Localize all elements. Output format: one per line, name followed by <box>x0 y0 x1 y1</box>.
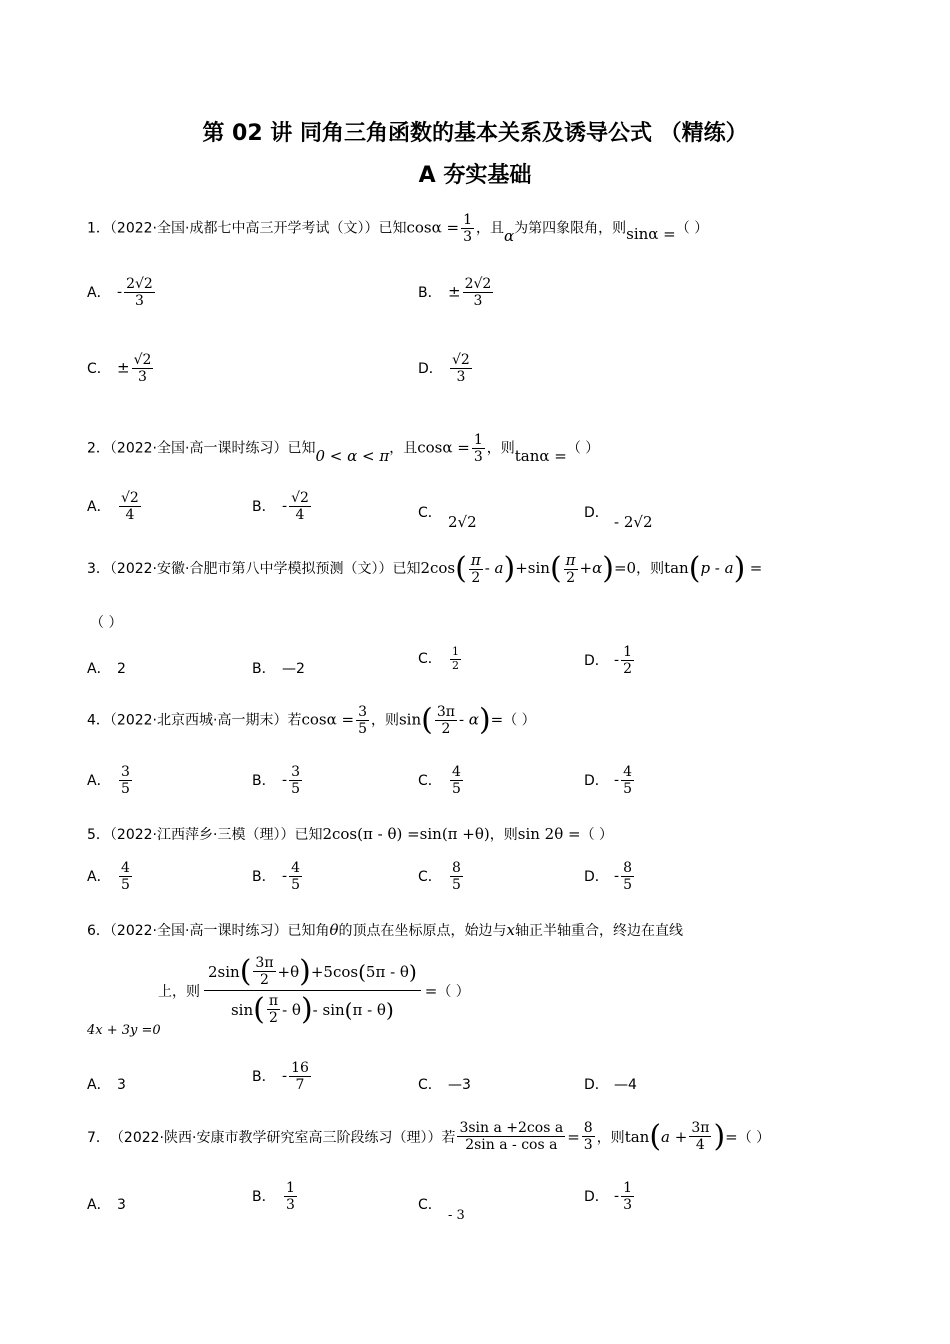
q5-option-d[interactable]: D． - $\frac{8}{5}$ <box>584 860 632 894</box>
q4-option-a[interactable]: A． $\frac{3}{5}$ <box>87 764 130 798</box>
q5-option-c[interactable]: C． $\frac{8}{5}$ <box>418 860 461 894</box>
q4-option-c[interactable]: C． $\frac{4}{5}$ <box>418 764 461 798</box>
q7-option-b[interactable]: B． $\frac{1}{3}$ <box>252 1180 295 1214</box>
q3-option-c[interactable]: C． $\frac{1}{2}$ <box>418 645 459 672</box>
q7-option-a[interactable]: A． 3 <box>87 1197 126 1213</box>
question-2: 2．（2022·全国·高一课时练习）已知0 < α < π，且cosα = $\frac{1}{3}$ ，则tanα =（ ） <box>87 432 600 466</box>
q3-option-b[interactable]: B． —2 <box>252 661 305 677</box>
q2-option-d[interactable]: D． - 2√2 <box>584 505 653 531</box>
section-title: A 夯实基础 <box>418 163 532 188</box>
q2-option-a[interactable]: A． $\frac{√2}{4}$ <box>87 490 139 524</box>
q7-option-c[interactable]: C．- 3 <box>418 1197 465 1223</box>
q5-option-b[interactable]: B． - $\frac{4}{5}$ <box>252 860 300 894</box>
q1-option-b[interactable]: B． ± $\frac{2√2}{3}$ <box>418 276 492 310</box>
q5-option-a[interactable]: A． $\frac{4}{5}$ <box>87 860 130 894</box>
q6-line-equation: 4x + 3y =0 <box>87 1023 161 1038</box>
q1-option-d[interactable]: D． $\frac{√2}{3}$ <box>418 352 470 386</box>
q4-option-d[interactable]: D． - $\frac{4}{5}$ <box>584 764 632 798</box>
q3-option-a[interactable]: A． 2 <box>87 661 126 677</box>
q2-option-c[interactable]: C． 2√2 <box>418 505 477 531</box>
q6-expression: 上，则 2sin ( $\frac{3\pi}{2}$ +θ ) +5cos ( 5π - θ ) sin ( $\frac{\pi}{2}$ - θ ) - sin ( π - θ ) = （ ） <box>158 953 470 1027</box>
question-1: 1．（2022·全国·成都七中高三开学考试（文））已知cosα = $\frac{1}{3}$ ，且α为第四象限角，则sinα =（ ） <box>87 212 709 246</box>
q6-option-c[interactable]: C． —3 <box>418 1077 471 1093</box>
q2-option-b[interactable]: B． - $\frac{√2}{4}$ <box>252 490 309 524</box>
q1-option-a[interactable]: A． - $\frac{2√2}{3}$ <box>87 276 153 310</box>
q7-option-d[interactable]: D． - $\frac{1}{3}$ <box>584 1180 632 1214</box>
question-3: 3．（2022·安徽·合肥市第八中学模拟预测（文））已知2cos( $\frac{\pi}{2}$ - a)+sin( $\frac{\pi}{2}$ +α)=0，则tan(p - a) = <box>87 551 763 587</box>
q6-option-d[interactable]: D． —4 <box>584 1077 637 1093</box>
question-4: 4．（2022·北京西城·高一期末）若cosα = $\frac{3}{5}$ ，则sin( $\frac{3\pi}{2}$ - α)=（ ） <box>87 702 536 738</box>
question-7: 7． （2022·陕西·安康市教学研究室高三阶段练习（理））若 $\frac{\text{3sin a +2cos a}}{\text{2sin a - cos a}}$ = $\frac{8}{3}$ ，则 tan ( a + $\frac{3\pi}{4}$ ) = （ ） <box>87 1118 771 1154</box>
question-5: 5．（2022·江西萍乡·三模（理））已知2cos(π - θ) =sin(π +θ)，则sin 2θ =（ ） <box>87 825 614 843</box>
q3-answer-blank: （ ） <box>90 615 123 631</box>
q6-option-b[interactable]: B． - $\frac{16}{7}$ <box>252 1060 309 1094</box>
q1-option-c[interactable]: C． ± $\frac{√2}{3}$ <box>87 352 152 386</box>
question-6: 6．（2022·全国·高一课时练习）已知角θ的顶点在坐标原点，始边与x轴正半轴重合，终边在直线 <box>87 921 683 939</box>
q6-option-a[interactable]: A． 3 <box>87 1077 126 1093</box>
page-title: 第 02 讲 同角三角函数的基本关系及诱导公式 （精练） <box>202 121 748 146</box>
q3-option-d[interactable]: D． - $\frac{1}{2}$ <box>584 644 632 678</box>
q4-option-b[interactable]: B． - $\frac{3}{5}$ <box>252 764 300 798</box>
